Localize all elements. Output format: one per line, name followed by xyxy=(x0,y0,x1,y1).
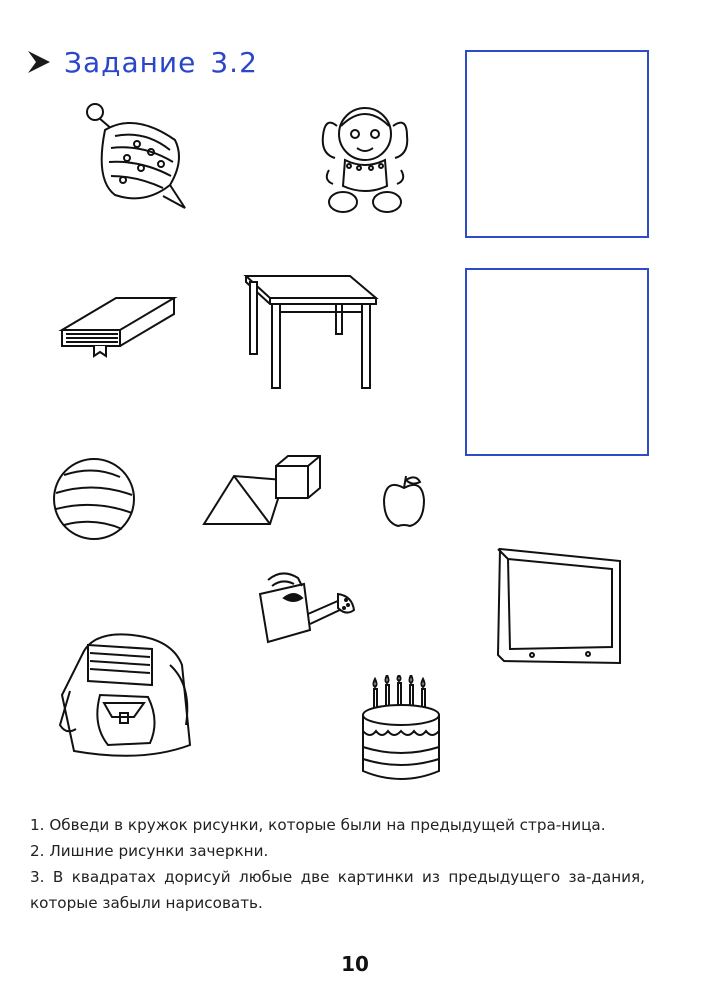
instruction-2: 2. Лишние рисунки зачеркни. xyxy=(30,842,269,860)
doll-icon[interactable] xyxy=(315,96,415,216)
instruction-1: 1. Обведи в кружок рисунки, которые были на предыдущей стра-ница. xyxy=(30,816,606,834)
arrow-right-icon xyxy=(24,47,54,77)
watering-can-icon[interactable] xyxy=(246,570,358,650)
task-title-word: Задание xyxy=(64,45,197,79)
monitor-icon[interactable] xyxy=(494,545,626,670)
cake-icon[interactable] xyxy=(358,675,444,785)
apple-icon[interactable] xyxy=(380,472,428,530)
task-title xyxy=(64,46,258,79)
table-icon[interactable] xyxy=(240,268,380,392)
backpack-icon[interactable] xyxy=(52,625,202,765)
answer-box-1[interactable] xyxy=(465,50,649,238)
cube-icon[interactable] xyxy=(272,452,324,502)
task-number: 3.2 xyxy=(210,45,258,79)
instruction-3: 3. В квадратах дорисуй любые две картинки из предыдущего за-дания, которые забыли нарисовать. xyxy=(30,868,645,912)
instructions xyxy=(30,812,645,916)
task-header xyxy=(24,40,258,84)
spinning-top-icon[interactable] xyxy=(75,100,195,220)
ball-icon[interactable] xyxy=(50,455,138,543)
page-number: 10 xyxy=(341,952,369,976)
answer-box-2[interactable] xyxy=(465,268,649,456)
book-icon[interactable] xyxy=(58,290,178,360)
